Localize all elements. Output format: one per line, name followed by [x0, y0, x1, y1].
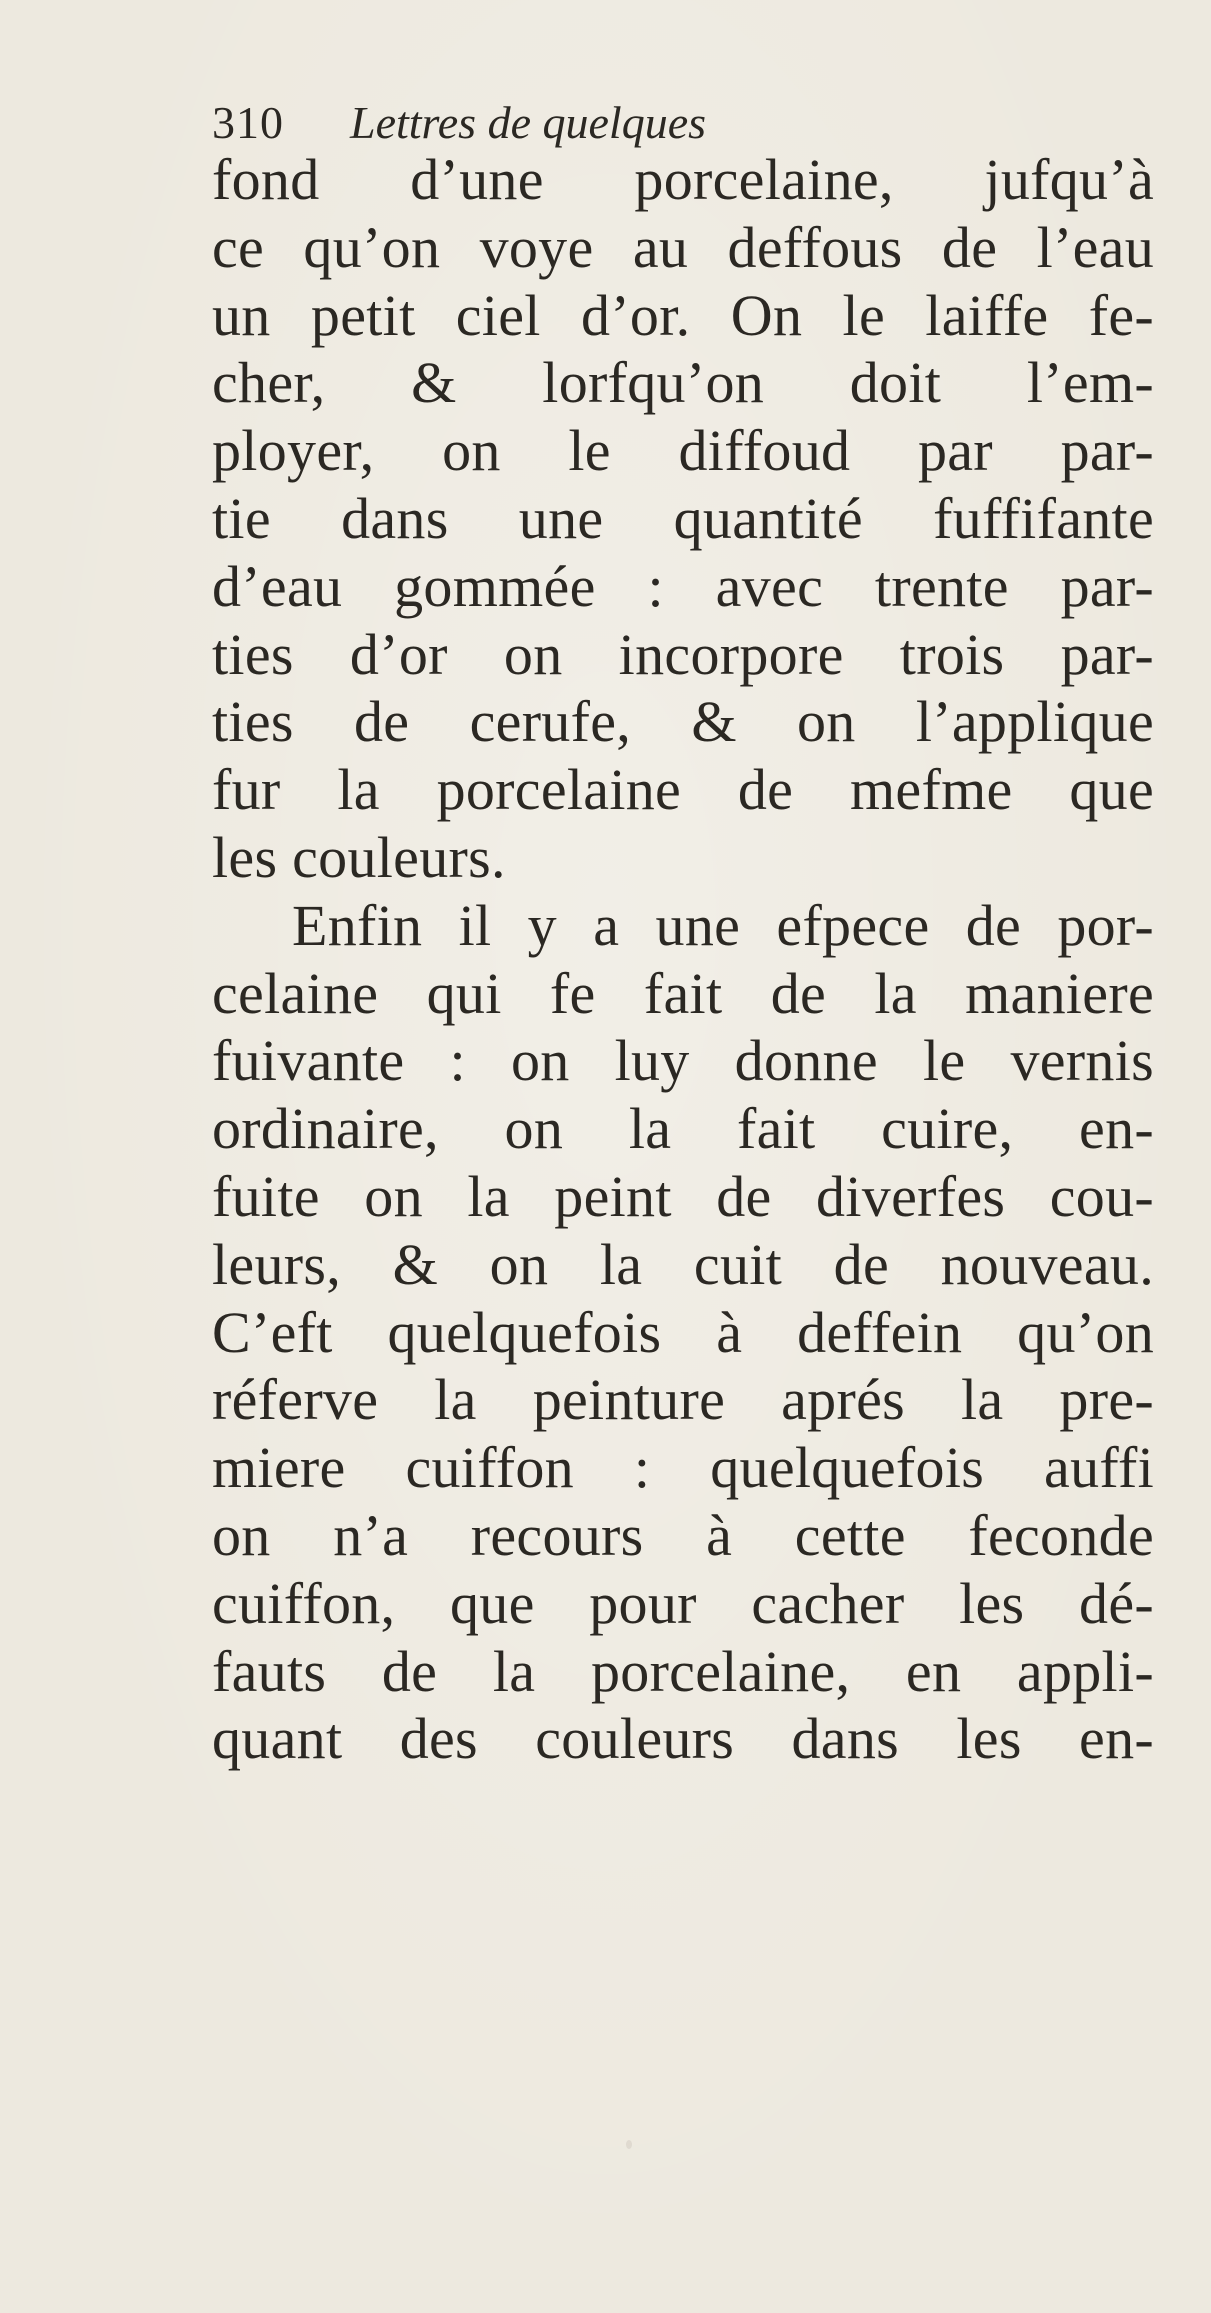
text-line: ties de cerufe, & on l’applique: [212, 689, 1154, 755]
text-line: fuite on la peint de diverfes cou-: [212, 1163, 1154, 1229]
text-line: on n’a recours à cette feconde: [212, 1502, 1154, 1568]
text-line: ce qu’on voye au deffous de l’eau: [212, 214, 1154, 280]
text-line: leurs, & on la cuit de nouveau.: [212, 1231, 1154, 1297]
text-line: fuivante : on luy donne le vernis: [212, 1028, 1154, 1094]
paragraph-start-line: Enfin il y a une efpece de por-: [292, 892, 1154, 958]
text-line: ties d’or on incorpore trois par-: [212, 621, 1154, 687]
running-title: Lettres de quelques: [350, 97, 707, 148]
text-line: fauts de la porcelaine, en appli-: [212, 1638, 1154, 1704]
paragraph-end-line: les couleurs.: [212, 824, 506, 890]
text-line: ordinaire, on la fait cuire, en-: [212, 1096, 1154, 1162]
text-line: un petit ciel d’or. On le laiffe fe-: [212, 282, 1154, 348]
page-number: 310: [212, 97, 284, 148]
text-line: fur la porcelaine de mefme que: [212, 757, 1154, 823]
text-line: fond d’une porcelaine, jufqu’à: [212, 147, 1154, 212]
text-line: ployer, on le diffoud par par-: [212, 418, 1154, 484]
text-line: celaine qui fe fait de la maniere: [212, 960, 1154, 1026]
text-line: cuiffon, que pour cacher les dé-: [212, 1570, 1154, 1636]
text-line: d’eau gommée : avec trente par-: [212, 553, 1154, 619]
page-header: [212, 98, 706, 148]
paper-speck: [626, 2140, 632, 2149]
text-line: C’eft quelquefois à deffein qu’on: [212, 1299, 1154, 1365]
text-line: cher, & lorfqu’on doit l’em-: [212, 350, 1154, 416]
text-line: miere cuiffon : quelquefois auffi: [212, 1435, 1154, 1501]
text-line: quant des couleurs dans les en-: [212, 1706, 1154, 1772]
text-line: réferve la peinture aprés la pre-: [212, 1367, 1154, 1433]
body-text: [212, 146, 1154, 1773]
text-line: tie dans une quantité fuffifante: [212, 485, 1154, 551]
